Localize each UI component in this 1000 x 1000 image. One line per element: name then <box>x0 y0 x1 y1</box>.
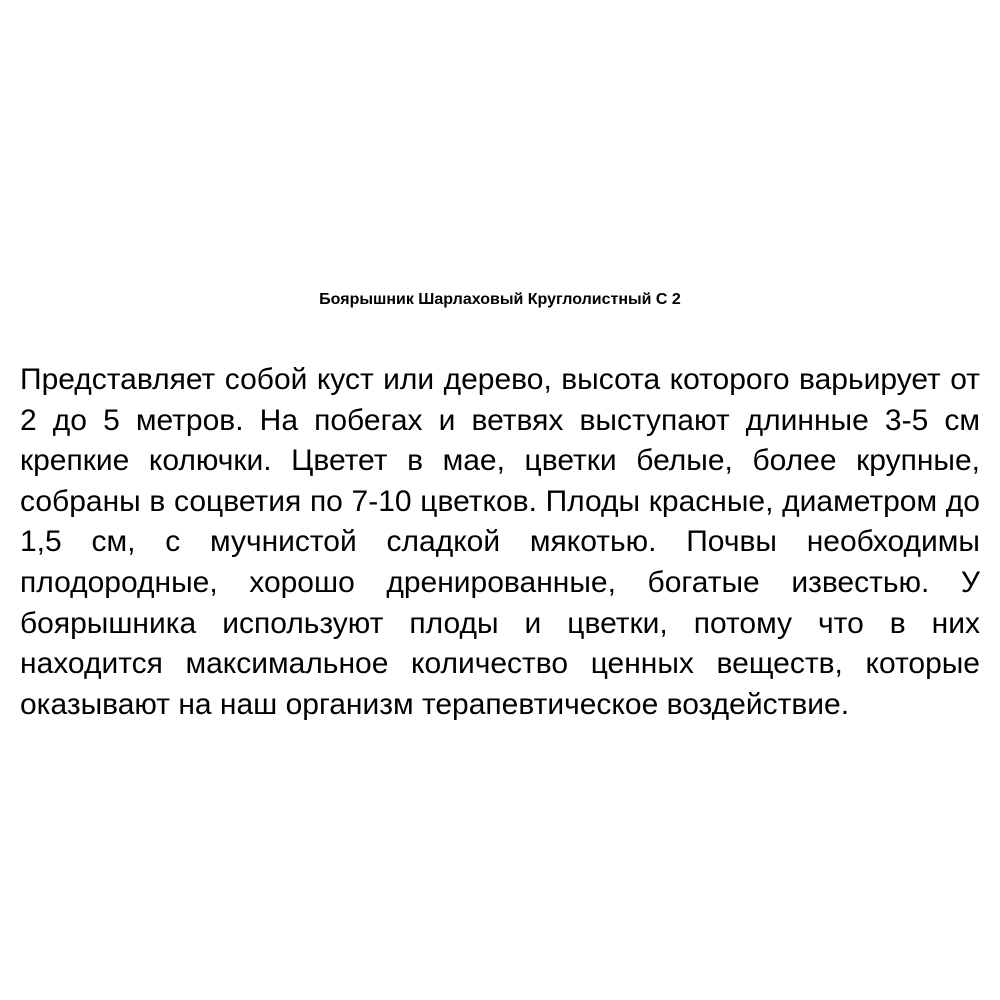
paragraph-line: собраны в соцветия по 7-10 цветков. Плоды красные, диаметром до <box>20 484 980 518</box>
page-title: Боярышник Шарлаховый Круглолистный С 2 <box>319 291 681 308</box>
description-paragraph <box>20 360 980 725</box>
paragraph-line: Представляет собой куст или дерево, высота которого варьирует от <box>20 363 980 396</box>
paragraph-line: оказывают на наш организм терапевтическое воздействие. <box>20 687 850 721</box>
paragraph-line: плодородные, хорошо дренированные, богатые известью. У <box>20 565 980 599</box>
paragraph-line: находится максимальное количество ценных веществ, которые <box>20 647 980 681</box>
paragraph-line: 1,5 см, с мучнистой сладкой мякотью. Почвы необходимы <box>20 525 980 559</box>
paragraph-line: 2 до 5 метров. На побегах и ветвях выступают длинные 3-5 см <box>20 403 980 437</box>
paragraph-line: крепкие колючки. Цветет в мае, цветки белые, более крупные, <box>20 444 980 478</box>
paragraph-line: боярышника используют плоды и цветки, потому что в них <box>20 606 980 640</box>
